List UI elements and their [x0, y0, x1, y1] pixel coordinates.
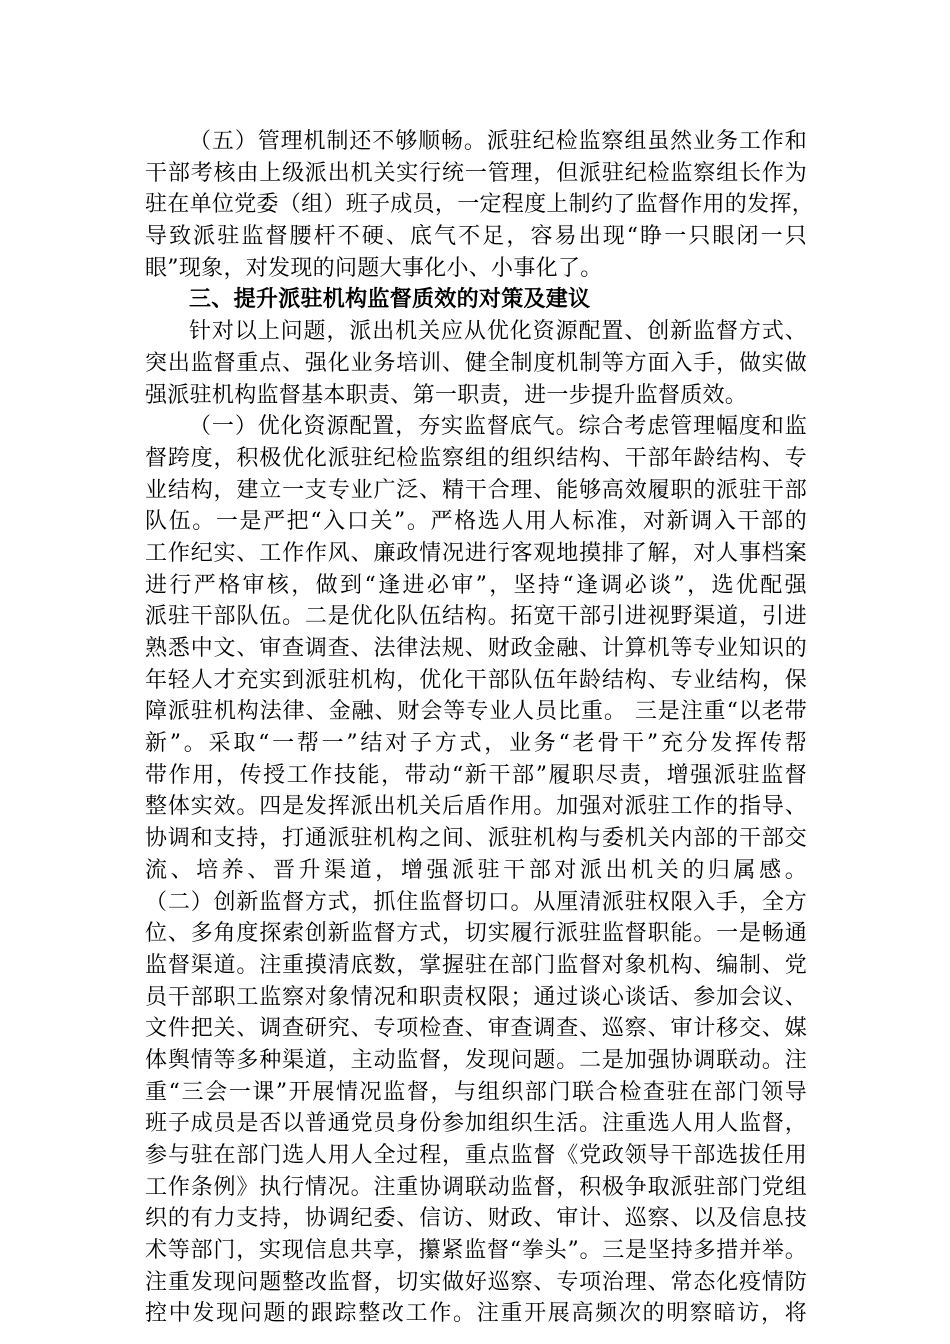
text-line: 带作用，传授工作技能，带动“新干部”履职尽责，增强派驻监督	[145, 762, 807, 788]
text-line: 障派驻机构法律、金融、财会等专业人员比重。 三是注重“以老带	[145, 699, 807, 725]
text-line: （五）管理机制还不够顺畅。派驻纪检监察组虽然业务工作和	[189, 129, 807, 154]
text-line: 重“三会一课”开展情况监督，与组织部门联合检查驻在部门领导	[145, 1079, 807, 1105]
text-line: 眼”现象，对发现的问题大事化小、小事化了。	[145, 255, 603, 281]
text-line: 体舆情等多种渠道，主动监督，发现问题。二是加强协调联动。注	[145, 1047, 807, 1073]
text-line: （二）创新监督方式，抓住监督切口。从厘清派驻权限入手，全方	[145, 889, 807, 915]
text-line: 熟悉中文、审查调查、法律法规、财政金融、计算机等专业知识的	[145, 636, 807, 661]
text-line: （一）优化资源配置，夯实监督底气。综合考虑管理幅度和监	[189, 414, 807, 440]
text-line: 队伍。一是严把“入口关”。严格选人用人标准，对新调入干部的	[145, 509, 807, 535]
text-line: 驻在单位党委（组）班子成员，一定程度上制约了监督作用的发挥，	[145, 192, 815, 218]
text-line: 进行严格审核，做到“逢进必审”，坚持“逢调必谈”，选优配强	[145, 572, 807, 598]
text-line: 流、培养、晋升渠道，增强派驻干部对派出机关的归属感。	[145, 857, 807, 883]
text-line: 干部考核由上级派出机关实行统一管理，但派驻纪检监察组长作为	[145, 160, 807, 186]
text-line: 派驻干部队伍。二是优化队伍结构。拓宽干部引进视野渠道，引进	[145, 604, 807, 630]
text-line: 协调和支持，打通派驻机构之间、派驻机构与委机关内部的干部交	[145, 826, 807, 852]
text-line: 督跨度，积极优化派驻纪检监察组的组织结构、干部年龄结构、专	[145, 445, 807, 471]
text-line: 工作条例》执行情况。注重协调联动监督，积极争取派驻部门党组	[145, 1174, 807, 1200]
text-line: 整体实效。四是发挥派出机关后盾作用。加强对派驻工作的指导、	[145, 794, 807, 820]
text-line: 文件把关、调查研究、专项检查、审查调查、巡察、审计移交、媒	[145, 1016, 807, 1042]
text-line: 班子成员是否以普通党员身份参加组织生活。注重选人用人监督，	[145, 1111, 807, 1137]
section-heading: 三、提升派驻机构监督质效的对策及建议	[189, 286, 591, 313]
text-line: 业结构，建立一支专业广泛、精干合理、能够高效履职的派驻干部	[145, 477, 807, 503]
text-line: 工作纪实、工作作风、廉政情况进行客观地摸排了解，对人事档案	[145, 540, 807, 566]
text-line: 新”。采取“一帮一”结对子方式，业务“老骨干”充分发挥传帮	[145, 731, 807, 757]
text-line: 位、多角度探索创新监督方式，切实履行派驻监督职能。一是畅通	[145, 921, 807, 947]
text-line: 员干部职工监察对象情况和职责权限；通过谈心谈话、参加会议、	[145, 984, 807, 1010]
text-line: 导致派驻监督腰杆不硬、底气不足，容易出现“睁一只眼闭一只	[145, 224, 807, 250]
text-line: 针对以上问题，派出机关应从优化资源配置、创新监督方式、	[189, 319, 807, 345]
text-line: 突出监督重点、强化业务培训、健全制度机制等方面入手，做实做	[145, 350, 807, 376]
text-line: 控中发现问题的跟踪整改工作。注重开展高频次的明察暗访，将	[145, 1301, 807, 1327]
text-line: 年轻人才充实到派驻机构，优化干部队伍年龄结构、专业结构，保	[145, 667, 807, 693]
text-line: 织的有力支持，协调纪委、信访、财政、审计、巡察、以及信息技	[145, 1206, 807, 1232]
text-line: 注重发现问题整改监督，切实做好巡察、专项治理、常态化疫情防	[145, 1269, 807, 1295]
document-body	[145, 126, 815, 1330]
text-line: 强派驻机构监督基本职责、第一职责，进一步提升监督质效。	[145, 382, 748, 408]
text-line: 参与驻在部门选人用人全过程，重点监督《党政领导干部选拔任用	[145, 1143, 807, 1168]
text-line: 监督渠道。注重摸清底数，掌握驻在部门监督对象机构、编制、党	[145, 952, 807, 978]
text-line: 术等部门，实现信息共享，攥紧监督“拳头”。三是坚持多措并举。	[145, 1238, 807, 1264]
